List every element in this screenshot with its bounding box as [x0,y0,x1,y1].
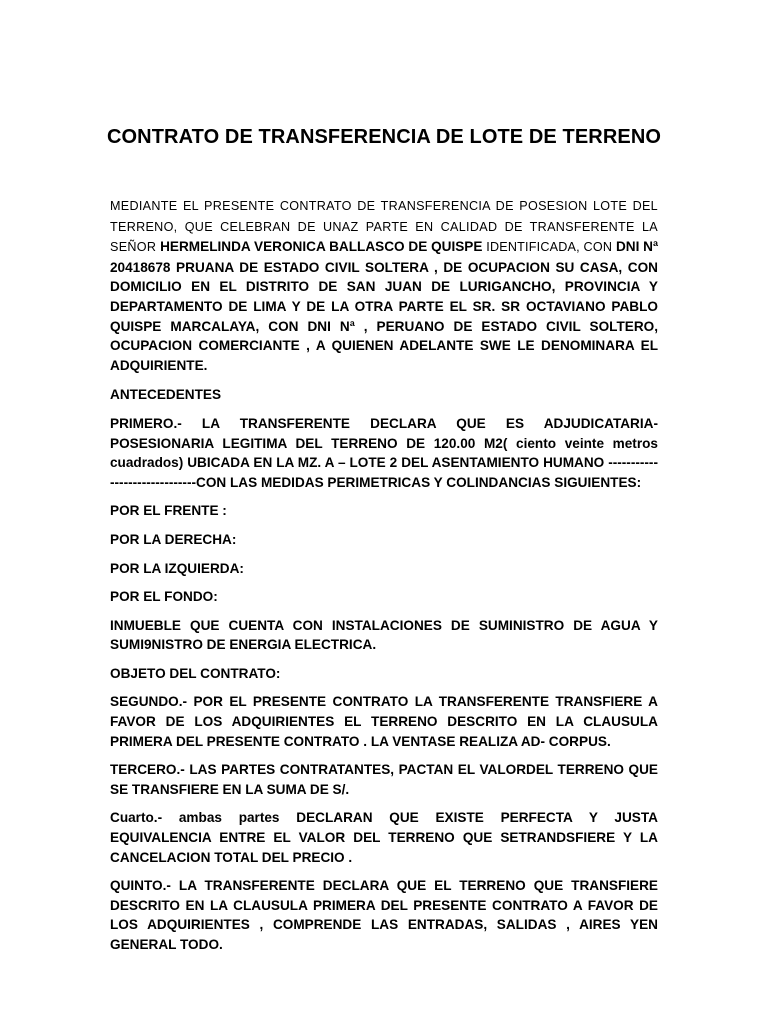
boundary-left: POR LA IZQUIERDA: [110,560,244,576]
intro-text-3: DNI Nª 20418678 PRUANA DE ESTADO CIVIL SOLTERA , DE OCUPACION SU CASA, CON DOMICILIO EN EL DISTRITO DE SAN JUAN DE LURIGANCHO, PROVINCIA Y DEPARTAMENTO DE LIMA Y DE LA OTRA PARTE EL SR. SR OCTAVIANO PABLO QUISPE MARCALAYA, CON DNI Nª , PERUANO DE ESTADO CIVIL SOLTERO, OCUPACION COMERCIANTE , A QUIENEN ADELANTE SWE LE DENOMINARA EL ADQUIRIENTE. [110,239,659,373]
intro-text-2: IDENTIFICADA, CON [486,240,613,255]
transferor-name: HERMELINDA VERONICA BALLASCO DE QUISPE [160,239,483,255]
clause-cuarto: Cuarto.- ambas partes DECLARAN QUE EXISTE PERFECTA Y JUSTA EQUIVALENCIA ENTRE EL VALOR DEL TERRENO QUE SETRANDSFIERE Y LA CANCELACION TOTAL DEL PRECIO . [110,810,658,865]
property-services: INMUEBLE QUE CUENTA CON INSTALACIONES DE SUMINISTRO DE AGUA Y SUMI9NISTRO DE ENERGIA ELECTRICA. [110,617,658,653]
clause-tercero: TERCERO.- LAS PARTES CONTRATANTES, PACTAN EL VALORDEL TERRENO QUE SE TRANSFIERE EN LA SUMA DE S/. [110,762,658,797]
clause-quinto: QUINTO.- LA TRANSFERENTE DECLARA QUE EL TERRENO QUE TRANSFIERE DESCRITO EN LA CLAUSULA PRIMERA DEL PRESENTE CONTRATO A FAVOR DE LOS ADQUIRIENTES , COMPRENDE LAS ENTRADAS, SALIDAS , AIRES YEN GENERAL TODO. [110,878,658,952]
boundary-right: POR LA DERECHA: [110,531,237,547]
intro-paragraph [110,196,658,375]
boundary-front: POR EL FRENTE : [110,503,227,519]
clause-segundo: SEGUNDO.- POR EL PRESENTE CONTRATO LA TRANSFERENTE TRANSFIERE A FAVOR DE LOS ADQUIRIENTES EL TERRENO DESCRITO EN LA CLAUSULA PRIMERA DEL PRESENTE CONTRATO . LA VENTASE REALIZA AD- CORPUS. [110,694,658,749]
section-heading-objeto: OBJETO DEL CONTRATO: [110,665,281,681]
section-heading-antecedentes: ANTECEDENTES [110,387,222,403]
boundary-back: POR EL FONDO: [110,589,218,605]
clause-primero: PRIMERO.- LA TRANSFERENTE DECLARA QUE ES ADJUDICATARIA-POSESIONARIA LEGITIMA DEL TERRENO DE 120.00 M2( ciento veinte metros cuadrados) UBICADA EN LA MZ. A – LOTE 2 DEL ASENTAMIENTO HUMANO ------------------------------CON LAS MEDIDAS PERIMETRICAS Y COLINDANCIAS SIGUIENTES: [110,415,658,490]
intro-text-1: MEDIANTE EL PRESENTE CONTRATO DE TRANSFERENCIA DE POSESION LOTE DEL TERRENO, QUE CELEBRAN DE UNAZ PARTE EN CALIDAD DE TRANSFERENTE LA SEÑOR [110,199,658,255]
document-body [110,196,658,964]
document-title: CONTRATO DE TRANSFERENCIA DE LOTE DE TERRENO [106,126,662,148]
